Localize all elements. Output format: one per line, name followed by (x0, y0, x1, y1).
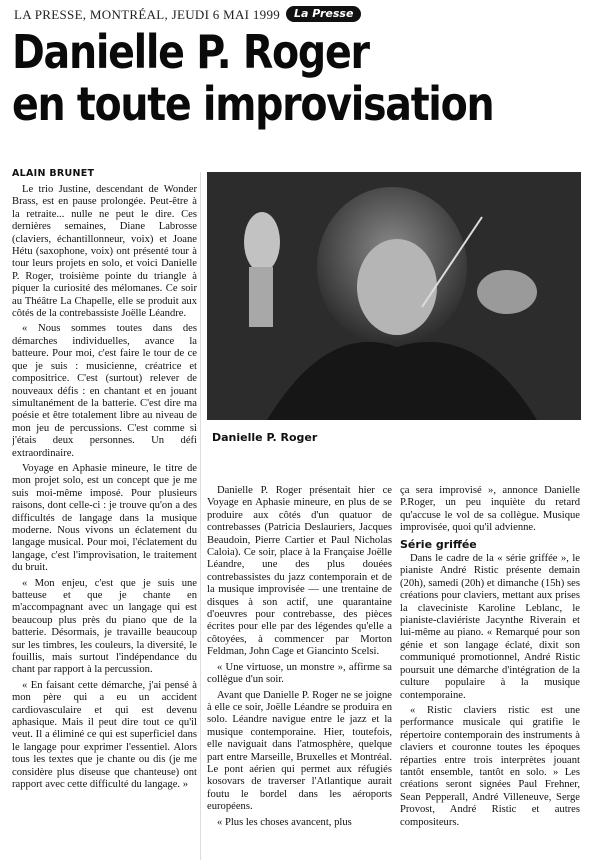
col3-paragraph: Dans le cadre de la « série griffée », le pianiste André Ristic présente demain (20h), samedi (20h) et dimanche (15h) ses créations pour claviers, mettant aux prises la claveciniste Karoline Leblanc, le pianiste-claviériste Jacynthe Riverain et lui-même au piano. « Remarqué pour son génie et son langage éclaté, dixit son communiqué promotionnel, André Ristic poursuit une démarche d'intégration de la culture populaire à la musique contemporaine. (400, 553, 580, 701)
col3-paragraph: ça sera improvisé », annonce Danielle P.Roger, un peu inquiète du retard qu'accuse le vol de sa collègue. Musique improvisée, quoi qu'il advienne. (400, 485, 580, 534)
col2-paragraph: « Plus les choses avancent, plus (217, 816, 352, 828)
dateline: LA PRESSE, MONTRÉAL, JEUDI 6 MAI 1999 (14, 7, 281, 22)
photo-caption: Danielle P. Roger (212, 431, 318, 444)
col1-paragraph: Voyage en Aphasie mineure, le titre de mon projet solo, est un concept que je me suis moi-même imposé. Pour plusieurs raisons, dont celle-ci : je trouve qu'on a des difficultés de langage dans la musique moderne. Nous vivons un éclatement du langage musical. Pour moi, l'éclatement du langage, c'est l'improvisation, le traitement du bruit. (12, 462, 197, 574)
column-3 (400, 485, 580, 860)
col2-paragraph: « Une virtuose, un monstre », affirme sa collègue d'un soir. (207, 661, 392, 686)
col1-paragraph: « En faisant cette démarche, j'ai pensé à mon père qui a eu un accident cardiovasculaire et qui est devenu aphasique. Mais il peut dire tout ce qu'il veut. Il a éliminé ce qui est superficiel dans le langage pour exprimer l'essentiel. Alors tous les textes que je chante ou dis (je me considère plus diseuse que chanteuse) ont rapport avec cette difficulté du langage. » (12, 679, 197, 791)
section-subhead: Série griffée (400, 537, 477, 551)
headline-line-1: Danielle P. Roger (12, 25, 369, 79)
col2-paragraph: Avant que Danielle P. Roger ne se joigne à elle ce soir, Joëlle Léandre se produira en solo. Léandre navigue entre le jazz et la musique contemporaine. Hier, toutefois, elle naviguait dans l'atmosphère, quelque part entre Marseille, Bruxelles et Montréal. Le pont aérien qui permet aux réfugiés kosovars de traverser l'Atlantique aurait foutu le bordel dans les aéroports européens. (207, 689, 392, 813)
col1-paragraph: « Nous sommes toutes dans des démarches individuelles, avance la batteure. Pour moi, c'est faire le tour de ce que je suis : musicienne, créatrice et compositrice. C'est (surtout) relever de nouveaux défis : en chantant et en jouant simultanément de la batterie. C'est dire ma poésie et être totalement libre au niveau de mon jeu de percussions. C'est comme si j'étais deux personnes. Un défi extraordinaire. (12, 323, 197, 459)
column-1 (12, 184, 197, 859)
col1-paragraph: « Mon enjeu, c'est que je suis une batteuse et que je chante en m'accompagnant avec un langage qui est beaucoup plus près du piano que de la batterie. Désormais, je travaille beaucoup sur les timbres, les couleurs, la diversité, le fouillis, mais surtout l'indépendance du chant par rapport à la percussion. (12, 577, 197, 676)
headline-line-2: en toute improvisation (12, 77, 494, 131)
column-2 (207, 485, 392, 860)
col2-paragraph: Danielle P. Roger présentait hier ce Voyage en Aphasie mineure, en plus de se produire aux côtés d'un quatuor de contrebasses (Patricia Deslauriers, Jacques Beaudoin, Pierre Cartier et Paul Nicholas Caloia). Ce soir, place à la Française Joëlle Léandre, une des plus douées contrebassistes du jazz contemporain et de la musique improvisée — une trentaine de disques à son actif, une quarantaine d'oeuvres pour contrebasse, des pièces écrites pour elle par des légendes qu'elle a côtoyées, à commencer par Morton Feldman, John Cage et Giancinto Scelsi. (207, 485, 392, 658)
newspaper-logo: La Presse (286, 6, 361, 22)
col1-paragraph: Le trio Justine, descendant de Wonder Brass, est en pause prolongée. Peut-être à la retraite... nulle ne peut le dire. Ces dernières semaines, Diane Labrosse (claviers, échantillonneur, voix) et Joane Hétu (saxophone, voix) ont présenté tour à tour leurs projets en solo, et voici Danielle P. Roger, troisième pointe du triangle à piquer la curiosité des mélomanes. Ce soir au Théâtre La Chapelle, elle se produit aux côtés de la contrebassiste Joëlle Léandre. (12, 184, 197, 320)
headline (12, 26, 502, 130)
byline: ALAIN BRUNET (12, 168, 95, 179)
col3-paragraph: « Ristic claviers ristic est une performance musicale qui gratifie le répertoire contemporain des instruments à claviers et couronne toutes les époques réparties entre trois interprètes jouant tantôt ensemble, tantôt en solo. » Les créations seront signées Paul Frehner, Sean Pepperall, André Villeneuve, Serge Provost, André Ristic et autres compositeurs. (400, 704, 580, 828)
masthead (14, 6, 580, 24)
column-divider (200, 172, 201, 860)
performer-photo (207, 172, 581, 420)
performer-photo-illustration (207, 172, 581, 420)
